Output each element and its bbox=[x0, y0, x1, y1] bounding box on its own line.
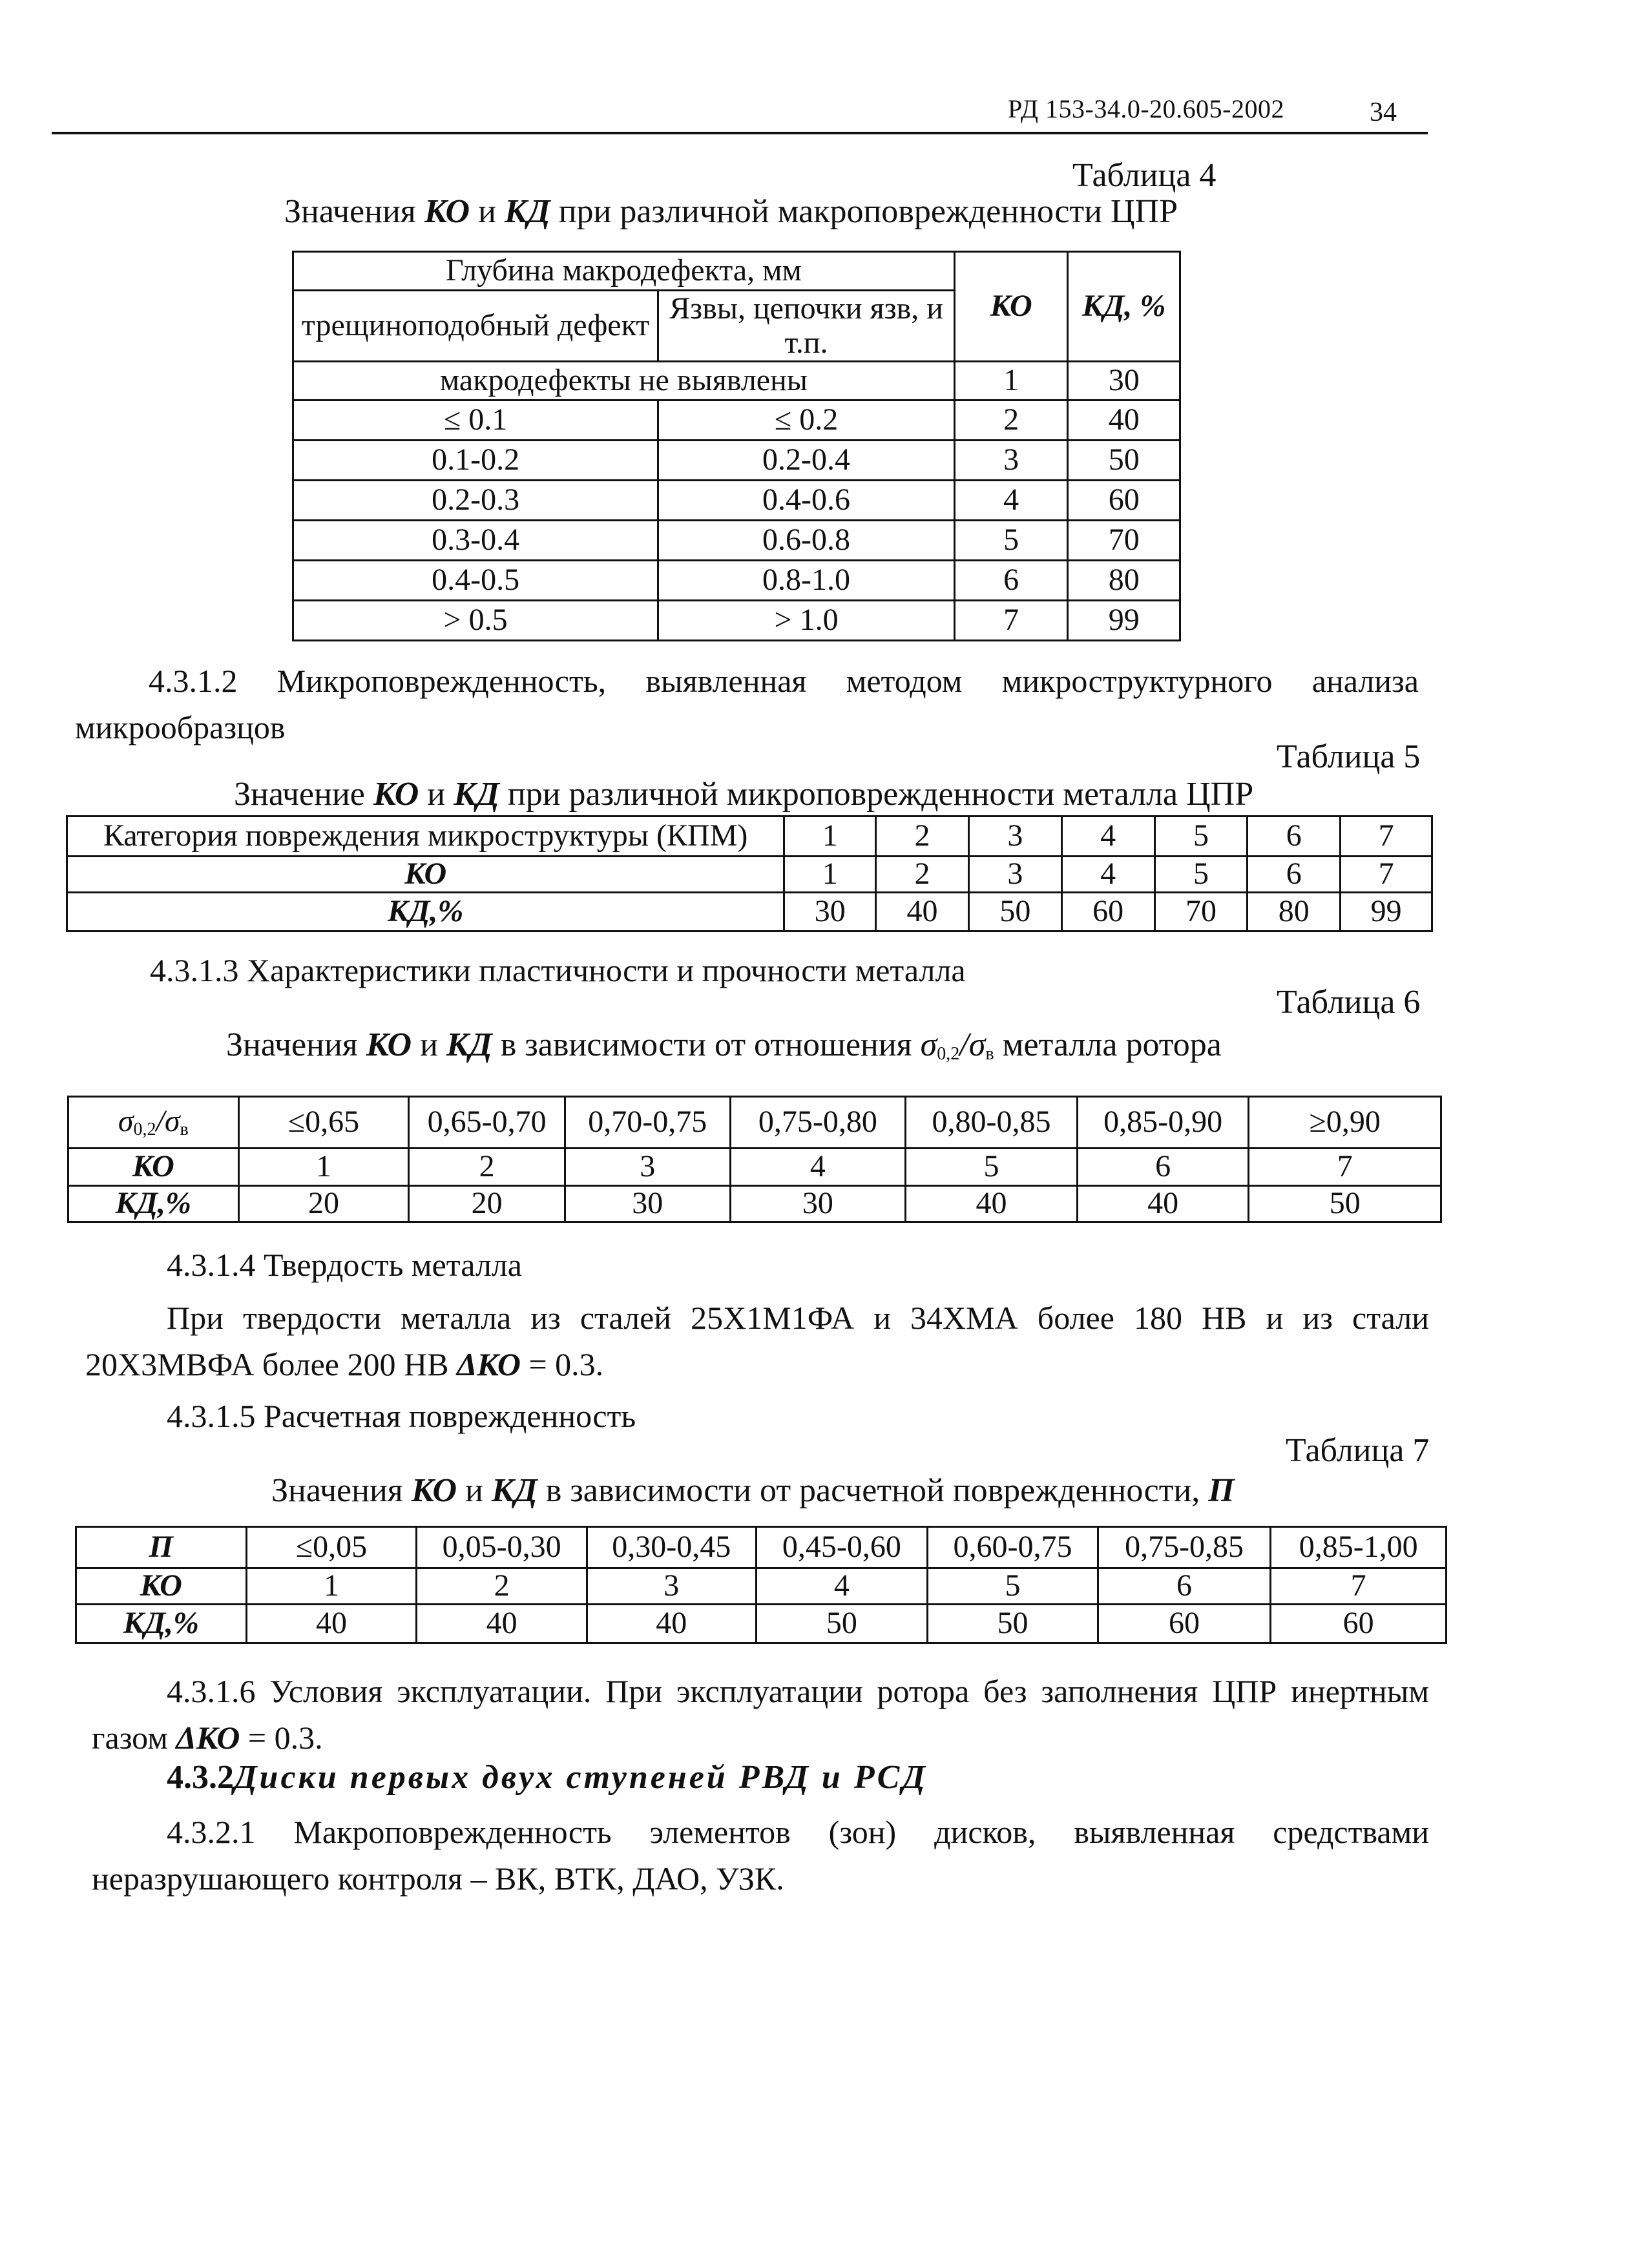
table7-cell: 40 bbox=[417, 1605, 587, 1643]
table4 bbox=[292, 251, 1181, 641]
table6-cell: 6 bbox=[1077, 1149, 1249, 1186]
table4-kd-header: КД, % bbox=[1068, 252, 1180, 362]
table-row bbox=[76, 1568, 1446, 1605]
hardness-paragraph: При твердости металла из сталей 25Х1М1ФА и 34ХМА более 180 НВ и из стали 20Х3МВФА более 200 НВ ΔКО = 0.3. bbox=[85, 1300, 1429, 1382]
table7-cell: 2 bbox=[417, 1568, 587, 1605]
table4-ko-header: КО bbox=[954, 252, 1068, 362]
section-4-3-2-1: 4.3.2.1 Макроповрежденность элементов (зон) дисков, выявленная средствами неразрушающего контроля – ВК, ВТК, ДАО, УЗК. bbox=[92, 1814, 1429, 1897]
table-row bbox=[76, 1527, 1446, 1568]
table-row bbox=[76, 1605, 1446, 1643]
table-row bbox=[68, 1149, 1441, 1186]
table6-label: Таблица 6 bbox=[1277, 984, 1421, 1021]
table6-cell: 20 bbox=[238, 1186, 409, 1222]
table6-cell: 30 bbox=[730, 1186, 906, 1222]
table4-cell: 0.3-0.4 bbox=[293, 521, 658, 561]
table6-cell: 50 bbox=[1249, 1186, 1441, 1222]
table-row bbox=[67, 893, 1432, 931]
table4-group-header: Глубина макродефекта, мм bbox=[293, 252, 955, 291]
table4-cell: 60 bbox=[1068, 481, 1180, 521]
table5-row-label: КО bbox=[67, 857, 784, 893]
table4-cell: 6 bbox=[954, 561, 1068, 601]
table7-header-cell: 0,85-1,00 bbox=[1271, 1527, 1446, 1568]
table6-header-cell: ≥0,90 bbox=[1249, 1097, 1441, 1149]
table5-cell: 50 bbox=[968, 893, 1061, 931]
table5-cell: 4 bbox=[1061, 817, 1154, 857]
table5-cell: 1 bbox=[784, 817, 876, 857]
table6-cell: 20 bbox=[409, 1186, 565, 1222]
section-4-3-1-4: 4.3.1.4 Твердость металла bbox=[167, 1247, 522, 1283]
table5-caption: Значение КО и КД при различной микроповрежденности металла ЦПР bbox=[234, 776, 1254, 813]
table7-header-cell: 0,45-0,60 bbox=[756, 1527, 928, 1568]
table6-cell: 40 bbox=[906, 1186, 1078, 1222]
table6-cell: 30 bbox=[565, 1186, 730, 1222]
table4-cell: 40 bbox=[1068, 401, 1180, 441]
table5-cell: 2 bbox=[876, 857, 969, 893]
table7-cell: 40 bbox=[246, 1605, 417, 1643]
table6-cell: 2 bbox=[409, 1149, 565, 1186]
header-rule bbox=[52, 132, 1428, 134]
table-row bbox=[67, 817, 1432, 857]
table4-cell: 4 bbox=[954, 481, 1068, 521]
table7-cell: 5 bbox=[928, 1568, 1098, 1605]
table4-col1-header: трещиноподобный дефект bbox=[293, 291, 658, 362]
table4-cell: 0.2-0.4 bbox=[658, 441, 955, 481]
table4-cell: 30 bbox=[1068, 362, 1180, 401]
table-row bbox=[68, 1097, 1441, 1149]
table7 bbox=[75, 1526, 1447, 1644]
table4-cell: 1 bbox=[954, 362, 1068, 401]
table6-row-label: КД,% bbox=[68, 1186, 239, 1222]
table4-span-row: макродефекты не выявлены bbox=[293, 362, 955, 401]
table-row bbox=[293, 601, 1180, 641]
section-4-3-1-5: 4.3.1.5 Расчетная поврежденность bbox=[167, 1398, 636, 1434]
table6-header-cell: 0,70-0,75 bbox=[565, 1097, 730, 1149]
table5-cell: 3 bbox=[968, 857, 1061, 893]
table5-cell: 7 bbox=[1341, 817, 1432, 857]
table4-cell: 0.6-0.8 bbox=[658, 521, 955, 561]
table7-header-cell: 0,75-0,85 bbox=[1098, 1527, 1271, 1568]
table7-cell: 4 bbox=[756, 1568, 928, 1605]
page-number: 34 bbox=[1370, 98, 1397, 127]
table6-cell: 7 bbox=[1249, 1149, 1441, 1186]
table5 bbox=[66, 815, 1433, 932]
table6-sigma-header: $\sigma_{0,2}/\sigma_в$ bbox=[68, 1097, 239, 1149]
table5-cell: 99 bbox=[1341, 893, 1432, 931]
table7-cell: 60 bbox=[1098, 1605, 1271, 1643]
section-4-3-1-3: 4.3.1.3 Характеристики пластичности и прочности металла bbox=[150, 952, 966, 988]
table6-caption: Значения КО и КД в зависимости от отношения $\sigma_{0,2}/\sigma_в$ металла ротора bbox=[226, 1026, 1222, 1064]
table6-header-cell: 0,85-0,90 bbox=[1077, 1097, 1249, 1149]
table4-cell: 2 bbox=[954, 401, 1068, 441]
table4-cell: 99 bbox=[1068, 601, 1180, 641]
table7-cell: 7 bbox=[1271, 1568, 1446, 1605]
table7-row-label: КД,% bbox=[76, 1605, 247, 1643]
table6-header-cell: 0,65-0,70 bbox=[409, 1097, 565, 1149]
table5-cell: 6 bbox=[1248, 817, 1341, 857]
table6-cell: 40 bbox=[1077, 1186, 1249, 1222]
table7-header-cell: 0,30-0,45 bbox=[587, 1527, 756, 1568]
table5-cell: 70 bbox=[1154, 893, 1248, 931]
table4-caption: Значения КО и КД при различной макроповрежденности ЦПР bbox=[284, 193, 1178, 230]
table7-header-cell: 0,05-0,30 bbox=[417, 1527, 587, 1568]
table5-cell: 6 bbox=[1248, 857, 1341, 893]
table5-row-label: КД,% bbox=[67, 893, 784, 931]
table7-row-label: КО bbox=[76, 1568, 247, 1605]
table6-cell: 4 bbox=[730, 1149, 906, 1186]
table5-cell: 1 bbox=[784, 857, 876, 893]
table4-cell: > 0.5 bbox=[293, 601, 658, 641]
table4-cell: 0.2-0.3 bbox=[293, 481, 658, 521]
table5-cell: 5 bbox=[1154, 817, 1248, 857]
table5-cell: 40 bbox=[876, 893, 969, 931]
table6-cell: 5 bbox=[906, 1149, 1078, 1186]
table5-cell: 4 bbox=[1061, 857, 1154, 893]
table-row bbox=[293, 561, 1180, 601]
table6-header-cell: 0,80-0,85 bbox=[906, 1097, 1078, 1149]
table-row bbox=[293, 401, 1180, 441]
table4-cell: 80 bbox=[1068, 561, 1180, 601]
table4-cell: 5 bbox=[954, 521, 1068, 561]
table5-cell: 5 bbox=[1154, 857, 1248, 893]
table5-row-label: Категория повреждения микроструктуры (КПМ) bbox=[67, 817, 784, 857]
table6-row-label: КО bbox=[68, 1149, 239, 1186]
table6 bbox=[67, 1096, 1442, 1223]
table6-header-cell: 0,75-0,80 bbox=[730, 1097, 906, 1149]
table6-cell: 1 bbox=[238, 1149, 409, 1186]
table5-cell: 30 bbox=[784, 893, 876, 931]
table7-cell: 1 bbox=[246, 1568, 417, 1605]
section-4-3-2-heading: 4.3.2Диски первых двух ступеней РВД и РСД bbox=[167, 1759, 928, 1796]
table7-header-label: П bbox=[76, 1527, 247, 1568]
section-4-3-1-6: 4.3.1.6 Условия эксплуатации. При эксплуатации ротора без заполнения ЦПР инертным газом ΔКО = 0.3. bbox=[92, 1673, 1429, 1756]
table-row bbox=[68, 1186, 1441, 1222]
table7-caption: Значения КО и КД в зависимости от расчетной поврежденности, П bbox=[271, 1472, 1235, 1509]
table7-header-cell: ≤0,05 bbox=[246, 1527, 417, 1568]
table4-cell: 50 bbox=[1068, 441, 1180, 481]
table7-cell: 50 bbox=[756, 1605, 928, 1643]
table-row bbox=[67, 857, 1432, 893]
table6-cell: 3 bbox=[565, 1149, 730, 1186]
table4-cell: 0.8-1.0 bbox=[658, 561, 955, 601]
table4-cell: 3 bbox=[954, 441, 1068, 481]
section-4-3-1-2: 4.3.1.2 Микроповрежденность, выявленная методом микроструктурного анализа микрообразцов bbox=[75, 663, 1419, 745]
table7-cell: 50 bbox=[928, 1605, 1098, 1643]
table7-label: Таблица 7 bbox=[1286, 1432, 1430, 1469]
table4-col2-header: Язвы, цепочки язв, и т.п. bbox=[658, 291, 955, 362]
table5-cell: 7 bbox=[1341, 857, 1432, 893]
table4-cell: ≤ 0.1 bbox=[293, 401, 658, 441]
table-row bbox=[293, 521, 1180, 561]
table4-cell: > 1.0 bbox=[658, 601, 955, 641]
table7-cell: 6 bbox=[1098, 1568, 1271, 1605]
table4-cell: 0.1-0.2 bbox=[293, 441, 658, 481]
table4-label: Таблица 4 bbox=[1072, 157, 1217, 194]
table5-cell: 2 bbox=[876, 817, 969, 857]
table5-cell: 60 bbox=[1061, 893, 1154, 931]
table5-cell: 80 bbox=[1248, 893, 1341, 931]
table4-cell: 0.4-0.6 bbox=[658, 481, 955, 521]
table7-cell: 60 bbox=[1271, 1605, 1446, 1643]
table4-cell: 70 bbox=[1068, 521, 1180, 561]
table-row bbox=[293, 481, 1180, 521]
table5-label: Таблица 5 bbox=[1277, 738, 1421, 775]
table-row bbox=[293, 441, 1180, 481]
table7-cell: 3 bbox=[587, 1568, 756, 1605]
table7-header-cell: 0,60-0,75 bbox=[928, 1527, 1098, 1568]
document-code: РД 153-34.0-20.605-2002 bbox=[1008, 94, 1284, 123]
table4-cell: 7 bbox=[954, 601, 1068, 641]
table4-cell: ≤ 0.2 bbox=[658, 401, 955, 441]
table5-cell: 3 bbox=[968, 817, 1061, 857]
table7-cell: 40 bbox=[587, 1605, 756, 1643]
table4-cell: 0.4-0.5 bbox=[293, 561, 658, 601]
table6-header-cell: ≤0,65 bbox=[238, 1097, 409, 1149]
